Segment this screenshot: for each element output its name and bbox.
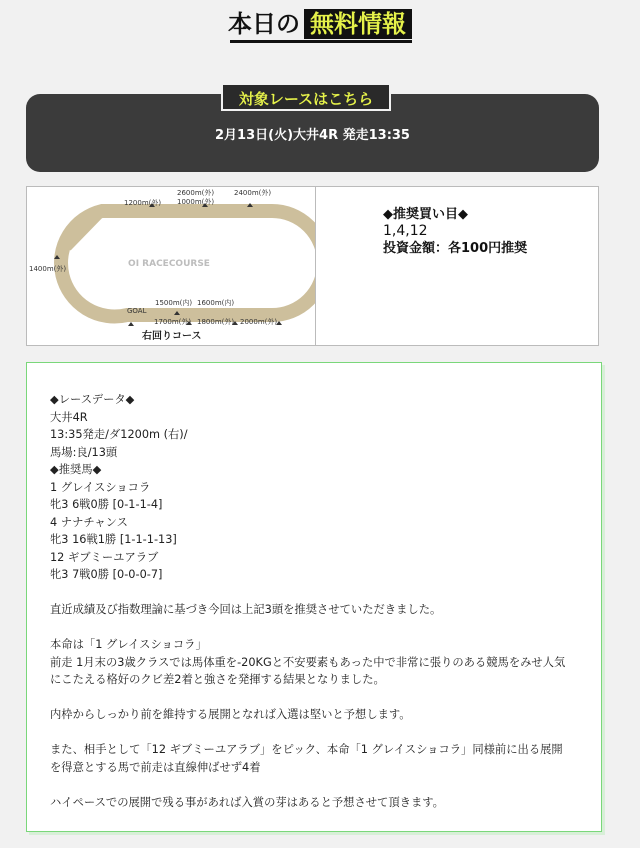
label-1800: 1800m(外)	[197, 318, 235, 326]
detail-line: ◆推奨馬◆	[50, 463, 102, 476]
spacer	[50, 724, 590, 742]
page-title	[0, 8, 640, 40]
detail-line: 牝3 16戦1勝 [1-1-1-13]	[50, 533, 177, 546]
course-map	[27, 187, 315, 345]
label-1600: 1600m(内)	[197, 299, 235, 307]
label-1200: 1200m(外)	[124, 199, 162, 207]
detail-line: 4 ナナチャンス	[50, 515, 128, 529]
label-2400: 2400m(外)	[234, 189, 272, 197]
recommendation-investment: 投資金額：各100円推奨	[383, 241, 528, 256]
label-goal: GOAL	[127, 307, 147, 315]
detail-line: 大井4R	[50, 410, 88, 424]
label-1400: 1400m(外)	[29, 265, 67, 273]
marker-goal	[128, 322, 134, 326]
label-1700: 1700m(外)	[154, 318, 192, 326]
race-info: 2月13日(火)大井4R 発走13:35	[215, 128, 410, 143]
detail-line: 牝3 6戦0勝 [0-1-1-4]	[50, 498, 163, 511]
label-1500: 1500m(内)	[155, 299, 193, 307]
title-highlight: 無料情報	[304, 9, 412, 39]
detail-line: 前走 1月末の3歳クラスでは馬体重を-20KGと不安要素もあった中で非常に張りのある競馬をみせ人気	[50, 655, 566, 669]
label-2600: 2600m(外)	[177, 189, 215, 197]
detail-line: 馬場:良/13頭	[50, 445, 118, 459]
course-caption: 右回りコース	[142, 331, 202, 342]
detail-line: ◆レースデータ◆	[50, 393, 135, 406]
detail-text	[50, 391, 590, 811]
detail-line: 12 ギブミーユアラブ	[50, 550, 159, 564]
detail-line: 牝3 7戦0勝 [0-0-0-7]	[50, 568, 163, 581]
detail-line: 本命は「1 グレイスショコラ」	[50, 638, 207, 651]
recommendation-heading: ◆推奨買い目◆	[383, 207, 468, 222]
detail-line: ハイペースでの展開で残る事があれば入賞の芽はあると予想させて頂きます。	[50, 795, 444, 809]
spacer	[50, 584, 590, 602]
course-divider	[315, 186, 316, 346]
spacer	[50, 689, 590, 707]
course-center-label: OI RACECOURSE	[128, 259, 210, 269]
detail-line: 内枠からしっかり前を維持する展開となれば入選は堅いと予想します。	[50, 708, 411, 721]
title-prefix: 本日の	[228, 10, 300, 38]
label-1000: 1000m(外)	[177, 198, 215, 206]
spacer	[50, 619, 590, 637]
spacer	[50, 776, 590, 794]
detail-line: 直近成績及び指数理論に基づき今回は上記3頭を推奨させていただきました。	[50, 603, 442, 616]
label-2000: 2000m(外)	[240, 318, 278, 326]
detail-line: 1 グレイスショコラ	[50, 480, 151, 494]
recommendation-numbers: 1,4,12	[383, 223, 428, 239]
race-banner-label: 対象レースはこちら	[221, 83, 391, 111]
detail-line: にこたえる格好のクビ差2着と強さを発揮する結果となりました。	[50, 673, 385, 686]
detail-line: を得意とする馬で前走は直線伸ばせず4着	[50, 760, 261, 774]
detail-line: 13:35発走/ダ1200m (右)/	[50, 428, 188, 441]
title-underline	[230, 40, 412, 43]
detail-line: また、相手として「12 ギブミーユアラブ」をピック、本命「1 グレイスショコラ」同様前に出る展開	[50, 743, 563, 756]
recommendation	[383, 206, 527, 257]
